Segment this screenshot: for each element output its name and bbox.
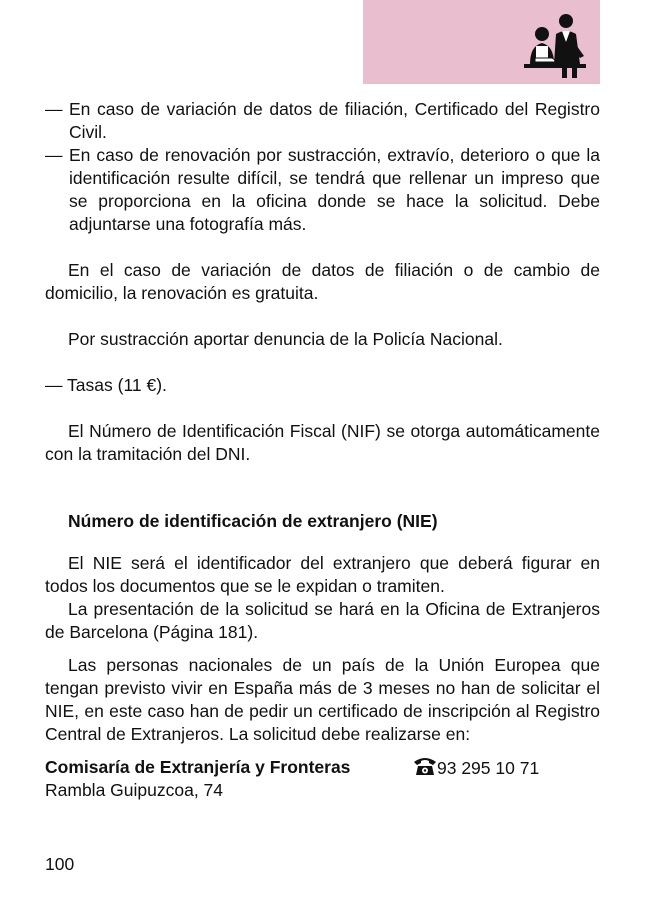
paragraph-nie-3: Las personas nacionales de un país de la Unión Europea que tengan previsto vivir en España más de 3 meses no han de solicitar el NIE, en este caso han de pedir un certificado de inscripción al Registro Central de Extranjeros. La solicitud debe realizarse en: (45, 655, 600, 744)
dash-bullet: — (45, 99, 63, 119)
office-workers-icon (522, 12, 588, 78)
contact-phone-block (413, 756, 539, 780)
page-body (45, 98, 600, 802)
paragraph-nie-1: El NIE será el identificador del extranjero que deberá figurar en todos los documentos que se le expidan o tramiten. (45, 553, 600, 596)
contact-phone: 93 295 10 71 (437, 758, 540, 778)
dash-bullet: — (45, 145, 63, 165)
list-item-text: En caso de variación de datos de filiación, Certificado del Registro Civil. (69, 99, 600, 142)
list-item (45, 144, 600, 236)
contact-name: Comisaría de Extranjería y Fronteras (45, 757, 351, 777)
list-item-text: En caso de renovación por sustracción, extravío, deterioro o que la identificación resulte difícil, se tendrá que rellenar un impreso que se proporciona en la oficina donde se hace la solicitud. Debe adjuntarse una fotografía más. (69, 145, 600, 234)
telephone-icon (413, 756, 437, 776)
paragraph-nif: El Número de Identificación Fiscal (NIF) se otorga automáticamente con la tramitación del DNI. (45, 421, 600, 464)
paragraph-nie-2: La presentación de la solicitud se hará en la Oficina de Extranjeros de Barcelona (Página 181). (45, 599, 600, 642)
paragraph-fees: — Tasas (11 €). (45, 375, 167, 395)
paragraph-theft: Por sustracción aportar denuncia de la Policía Nacional. (68, 329, 503, 349)
contact-address: Rambla Guipuzcoa, 74 (45, 780, 224, 800)
paragraph-variation: En el caso de variación de datos de filiación o de cambio de domicilio, la renovación es gratuita. (45, 260, 600, 303)
list-item (45, 98, 600, 144)
contact-row (45, 756, 600, 779)
section-heading: Número de identificación de extranjero (NIE) (68, 511, 438, 531)
page-number: 100 (45, 854, 75, 874)
